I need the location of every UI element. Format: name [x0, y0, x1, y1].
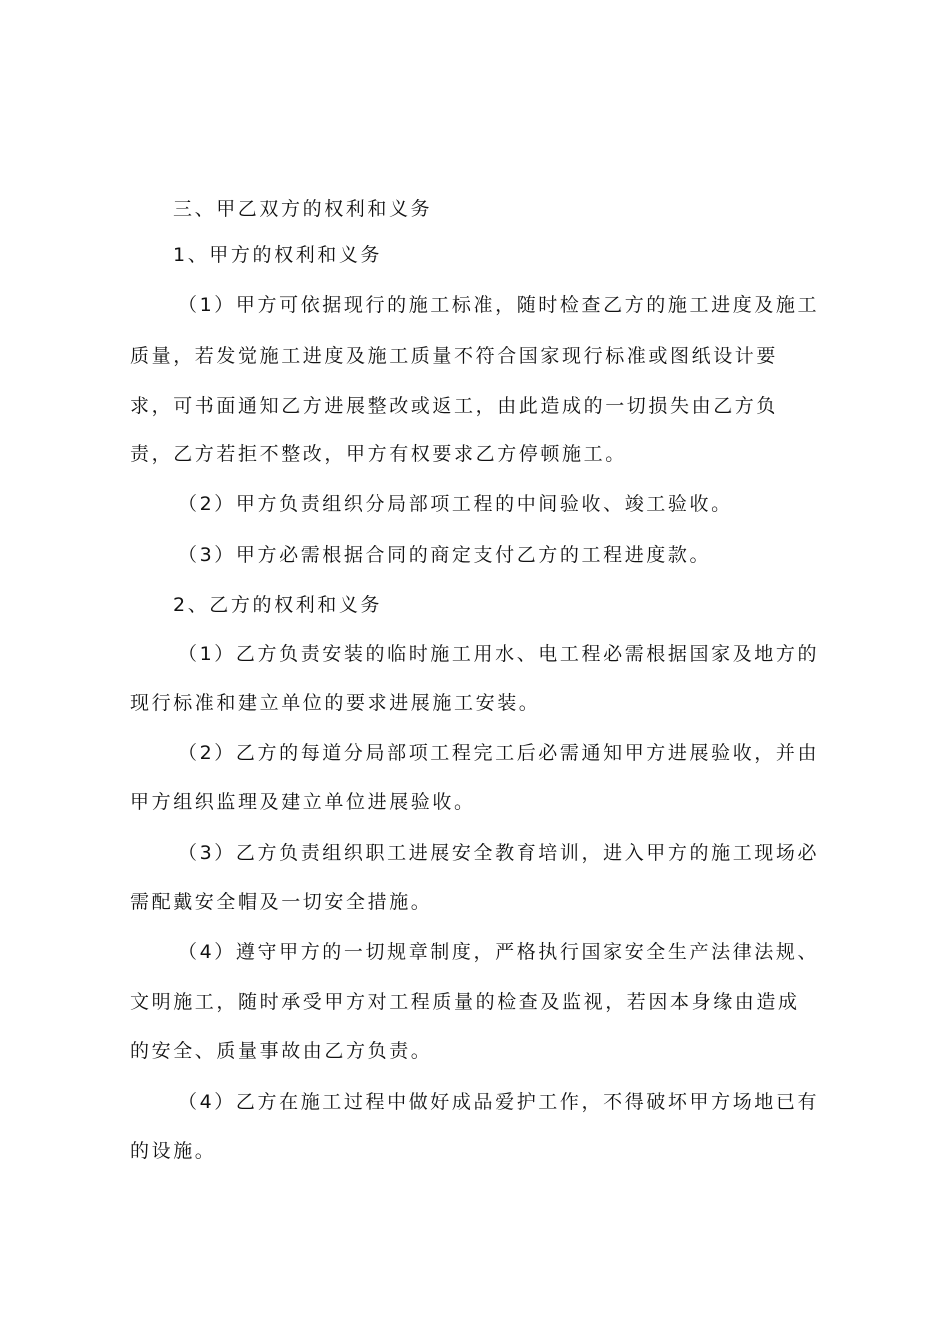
paragraph-line — [0, 691, 950, 715]
paragraph-text: （1）乙方负责安装的临时施工用水、电工程必需根据国家及地方的 — [178, 643, 820, 665]
paragraph-text: 现行标准和建立单位的要求进展施工安装。 — [130, 692, 541, 714]
subsection-title-party-b — [0, 593, 950, 617]
paragraph-text: 质量，若发觉施工进度及施工质量不符合国家现行标准或图纸设计要 — [130, 345, 779, 367]
paragraph-line — [0, 940, 950, 964]
paragraph-line — [0, 790, 950, 814]
section-heading — [0, 197, 950, 221]
paragraph-line — [0, 394, 950, 418]
paragraph-line — [0, 344, 950, 368]
paragraph-line — [0, 442, 950, 466]
paragraph-text: （1）甲方可依据现行的施工标准，随时检查乙方的施工进度及施工 — [178, 294, 820, 316]
paragraph-line — [0, 1039, 950, 1063]
paragraph-line — [0, 890, 950, 914]
paragraph-line — [0, 492, 950, 516]
paragraph-text: （3）甲方必需根据合同的商定支付乙方的工程进度款。 — [178, 544, 712, 566]
paragraph-text: （4）遵守甲方的一切规章制度，严格执行国家安全生产法律法规、 — [178, 941, 820, 963]
subsection-title-party-a — [0, 243, 950, 267]
paragraph-text: （3）乙方负责组织职工进展安全教育培训，进入甲方的施工现场必 — [178, 842, 820, 864]
paragraph-line — [0, 741, 950, 765]
paragraph-line — [0, 543, 950, 567]
paragraph-line — [0, 841, 950, 865]
subsection-title-text: 1、甲方的权利和义务 — [173, 244, 383, 266]
paragraph-text: 甲方组织监理及建立单位进展验收。 — [130, 791, 476, 813]
paragraph-text: 求，可书面通知乙方进展整改或返工，由此造成的一切损失由乙方负 — [130, 395, 779, 417]
paragraph-text: 的设施。 — [130, 1140, 217, 1162]
paragraph-line — [0, 642, 950, 666]
paragraph-text: 责，乙方若拒不整改，甲方有权要求乙方停顿施工。 — [130, 443, 627, 465]
subsection-title-text: 2、乙方的权利和义务 — [173, 594, 383, 616]
section-heading-text: 三、甲乙双方的权利和义务 — [173, 198, 433, 220]
paragraph-line — [0, 990, 950, 1014]
paragraph-line — [0, 1090, 950, 1114]
paragraph-text: 的安全、质量事故由乙方负责。 — [130, 1040, 433, 1062]
paragraph-line — [0, 293, 950, 317]
paragraph-text: 文明施工，随时承受甲方对工程质量的检查及监视，若因本身缘由造成 — [130, 991, 800, 1013]
paragraph-text: （2）甲方负责组织分局部项工程的中间验收、竣工验收。 — [178, 493, 733, 515]
paragraph-text: （2）乙方的每道分局部项工程完工后必需通知甲方进展验收，并由 — [178, 742, 820, 764]
paragraph-text: 需配戴安全帽及一切安全措施。 — [130, 891, 433, 913]
paragraph-text: （4）乙方在施工过程中做好成品爱护工作，不得破坏甲方场地已有 — [178, 1091, 820, 1113]
paragraph-line — [0, 1139, 950, 1163]
